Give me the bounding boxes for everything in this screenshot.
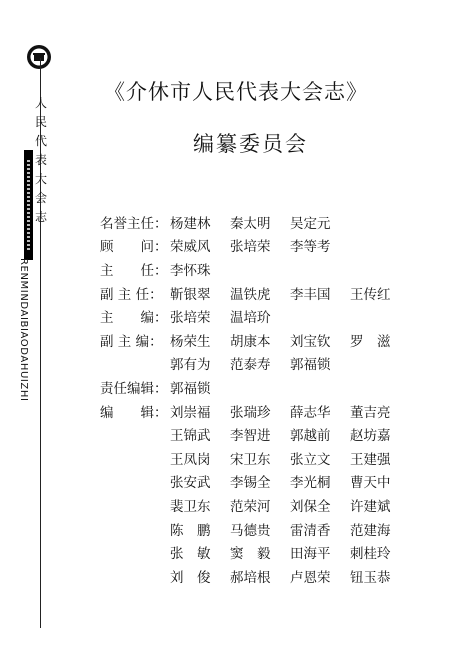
member-name: 王建强	[350, 451, 391, 468]
role-label: 顾 问：	[100, 239, 168, 256]
member-name: 范荣河	[230, 498, 271, 515]
member-name: 温培玠	[230, 310, 271, 327]
member-name: 马德贵	[230, 522, 271, 539]
sidebar-title-char: 大	[34, 172, 47, 186]
roster-row	[100, 210, 410, 234]
member-name: 罗 滋	[350, 333, 391, 350]
member-name: 刘保全	[290, 498, 331, 515]
roster-row	[100, 234, 410, 258]
member-name: 郝培根	[230, 569, 271, 586]
member-name: 张立文	[290, 451, 331, 468]
sidebar-pinyin: RENMINDAIBIAODAHUIZHI	[18, 258, 29, 402]
member-name: 赵坊嘉	[350, 428, 391, 445]
roster-row	[100, 493, 410, 517]
sidebar-title-char: 代	[34, 134, 47, 148]
member-name: 王凤岗	[170, 451, 211, 468]
member-name: 宋卫东	[230, 451, 271, 468]
member-name: 王传红	[350, 286, 391, 303]
member-name: 窦 毅	[230, 546, 271, 563]
roster-row	[100, 446, 410, 470]
member-name: 秦太明	[230, 215, 271, 232]
sidebar-title	[33, 94, 49, 227]
member-name: 裴卫东	[170, 498, 211, 515]
member-name: 温铁虎	[230, 286, 271, 303]
member-name: 李锡全	[230, 475, 271, 492]
committee-title: 编纂委员会	[193, 132, 308, 156]
roster-row	[100, 304, 410, 328]
member-name: 陈 鹏	[170, 522, 211, 539]
role-label: 名誉主任：	[100, 215, 168, 232]
role-label: 编 辑：	[100, 404, 168, 421]
member-name: 田海平	[290, 546, 331, 563]
roster-row	[100, 517, 410, 541]
sidebar-title-char: 会	[34, 191, 47, 205]
role-label: 主 任：	[100, 262, 168, 279]
member-name: 张 敏	[170, 546, 211, 563]
sidebar-title-char: 志	[34, 210, 47, 224]
sidebar-title-char: 人	[34, 96, 47, 110]
member-name: 李智进	[230, 428, 271, 445]
roster-row	[100, 352, 410, 376]
member-name: 范建海	[350, 522, 391, 539]
member-name: 薛志华	[290, 404, 331, 421]
roster-row	[100, 564, 410, 588]
member-name: 郭福锁	[290, 357, 331, 374]
member-name: 张瑞珍	[230, 404, 271, 421]
role-label: 主 编：	[100, 310, 168, 327]
member-name: 张培荣	[170, 310, 211, 327]
member-name: 曹天中	[350, 475, 391, 492]
role-label: 副 主 编：	[100, 333, 163, 350]
member-name: 李光桐	[290, 475, 331, 492]
role-label: 责任编辑：	[100, 380, 168, 397]
role-label: 副 主 任：	[100, 286, 163, 303]
member-name: 范泰寿	[230, 357, 271, 374]
member-name: 刘宝钦	[290, 333, 331, 350]
member-name: 董吉亮	[350, 404, 391, 421]
roster-row	[100, 540, 410, 564]
member-name: 荣威风	[170, 239, 211, 256]
roster-row	[100, 422, 410, 446]
decorative-bar	[24, 150, 33, 260]
member-name: 雷清香	[290, 522, 331, 539]
member-name: 张安武	[170, 475, 211, 492]
book-title: 《介休市人民代表大会志》	[104, 80, 368, 104]
member-name: 杨建林	[170, 215, 211, 232]
committee-roster	[100, 210, 410, 588]
member-name: 靳银翠	[170, 286, 211, 303]
member-name: 杨荣生	[170, 333, 211, 350]
national-emblem-icon	[26, 44, 52, 70]
roster-row	[100, 399, 410, 423]
member-name: 李怀珠	[170, 262, 211, 279]
roster-row	[100, 281, 410, 305]
roster-row	[100, 257, 410, 281]
member-name: 卢恩荣	[290, 569, 331, 586]
roster-row	[100, 375, 410, 399]
sidebar-title-char: 表	[34, 153, 47, 167]
member-name: 李等考	[290, 239, 331, 256]
member-name: 李丰国	[290, 286, 331, 303]
member-name: 郭福锁	[170, 380, 211, 397]
member-name: 王锦武	[170, 428, 211, 445]
member-name: 吴定元	[290, 215, 331, 232]
member-name: 张培荣	[230, 239, 271, 256]
member-name: 郭越前	[290, 428, 331, 445]
sidebar-title-char: 民	[34, 115, 47, 129]
member-name: 许建斌	[350, 498, 391, 515]
member-name: 刘 俊	[170, 569, 211, 586]
member-name: 钮玉恭	[350, 569, 391, 586]
roster-row	[100, 328, 410, 352]
roster-row	[100, 470, 410, 494]
member-name: 刺桂玲	[350, 546, 391, 563]
member-name: 郭有为	[170, 357, 211, 374]
member-name: 刘崇福	[170, 404, 211, 421]
member-name: 胡康本	[230, 333, 271, 350]
